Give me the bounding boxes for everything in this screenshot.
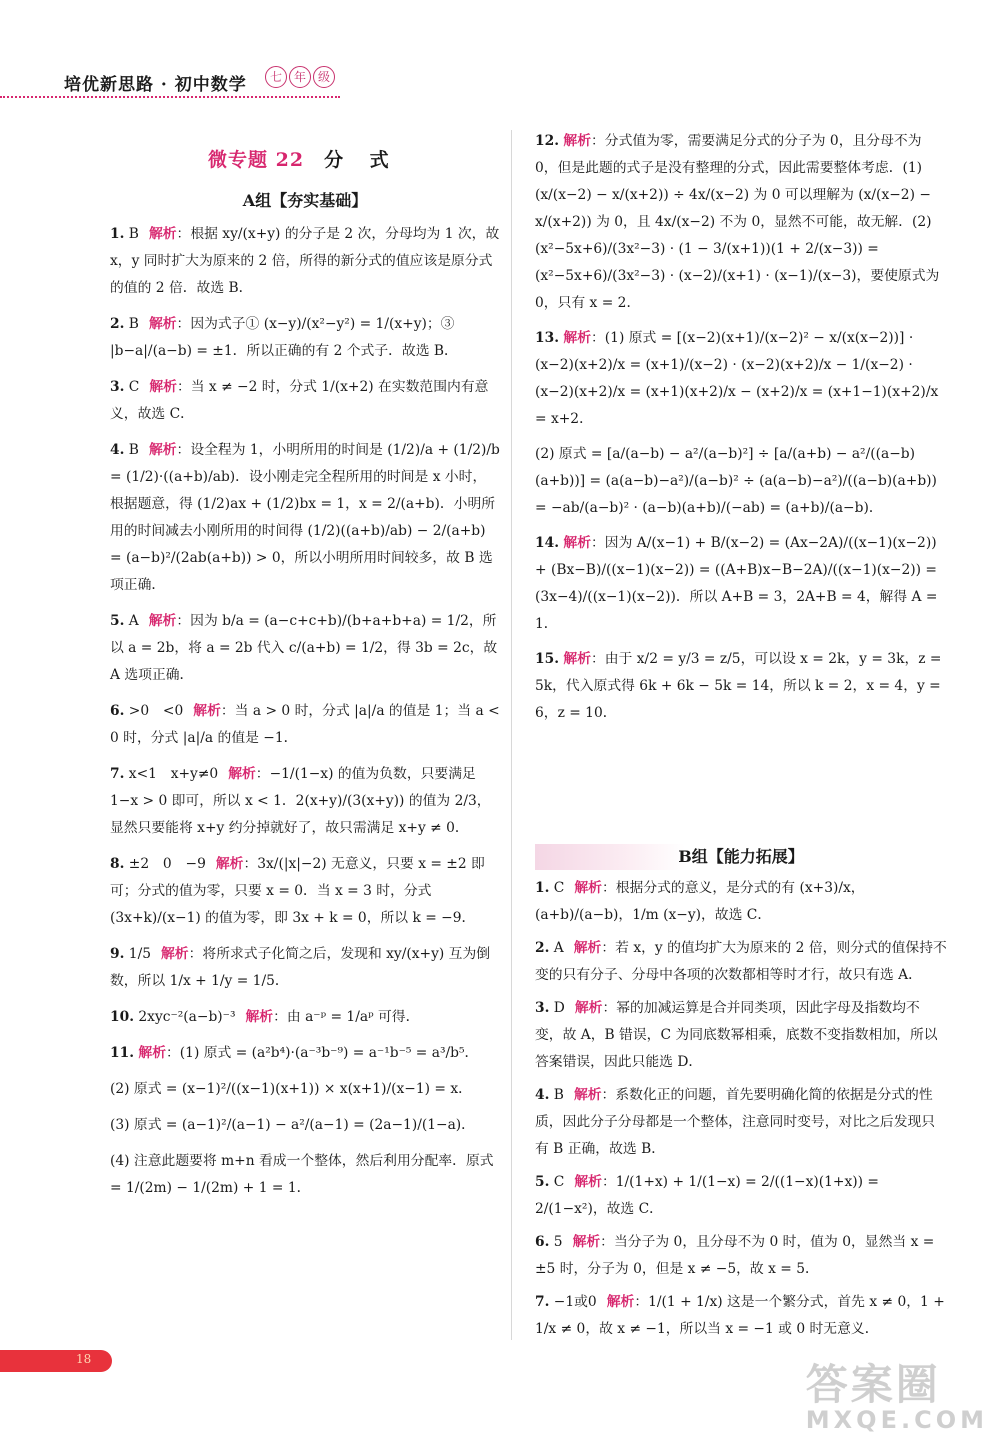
analysis-label: 解析: [148, 226, 177, 242]
answer-item: 3. C 解析：当 x ≠ −2 时，分式 1/(x+2) 在实数范围内有意义，故选 C．: [110, 379, 489, 422]
analysis-label: 解析: [563, 535, 591, 551]
item-number: 10.: [110, 1009, 135, 1025]
item-number: 7.: [535, 1294, 550, 1310]
answer-item: 5. A 解析：因为 b/a = (a−c+c+b)/(b+a+b+a) = 1/2，所以 a = 2b，将 a = 2b 代入 c/(a+b) = 1/2，得 3b = 2c，故 A 选项正确．: [110, 613, 498, 683]
item-answer: 1/5: [128, 946, 152, 962]
analysis-label: 解析: [563, 133, 591, 149]
grade-char: 七: [265, 66, 287, 88]
item-number: 7.: [110, 766, 125, 782]
analysis-text: 当 x ≠ −2 时，分式 1/(x+2) 在实数范围内有意义，故选 C．: [110, 379, 489, 422]
analysis-text: 设全程为 1，小明所用的时间是 (1/2)/a + (1/2)/b = (1/2)·((a+b)/ab)．设小刚走完全程所用的时间是 x 小时，根据题意，得 (1/2)ax + (1/2)bx = 1，x = 2/(a+b)．小明所用的时间减去小刚所用的时间得 (1/2)((a+b)/ab) − 2/(a+b) = (a−b)²/(2ab(a+b)) > 0，所以小明所用时间较多，故 B 选项正确．: [110, 442, 500, 593]
item-number: 2.: [535, 940, 550, 956]
watermark-bottom: MXQE.COM: [805, 1406, 988, 1434]
analysis-label: 解析: [193, 703, 221, 719]
analysis-text: 根据 xy/(x+y) 的分子是 2 次，分母均为 1 次，故 x，y 同时扩大为原来的 2 倍，所得的新分式的值应该是原分式的值的 2 倍．故选 B．: [110, 226, 500, 296]
analysis-label: 解析: [573, 1087, 602, 1103]
analysis-text: (1) 原式 = [(x−2)(x+1)/(x−2)² − x/(x(x−2))] · (x−2)(x+2)/x = (x+1)/(x−2) · (x−2)(x+2)/x − 1/(x−2) · (x−2)(x+2)/x = (x+1)(x+2)/x − (x+2)/x = (x+1−1)(x+2)/x = x+2．: [535, 330, 939, 427]
column-divider: [511, 130, 512, 1340]
item-number: 9.: [110, 946, 125, 962]
item-answer: >0 <0: [128, 703, 184, 719]
item-number: 5.: [535, 1174, 550, 1190]
item-number: 6.: [110, 703, 125, 719]
answer-item: [110, 1148, 500, 1202]
analysis-label: 解析: [563, 330, 591, 346]
analysis-text: 将所求式子化简之后，发现和 xy/(x+y) 互为倒数，所以 1/x + 1/y = 1/5．: [110, 946, 491, 989]
answer-item: 8. ±2 0 −9 解析：3x/(|x|−2) 无意义，只要 x = ±2 即可；分式的值为零，只要 x = 0．当 x = 3 时，分式 (3x+k)/(x−1) 的值为零，即 3x + k = 0，所以 k = −9．: [110, 856, 485, 926]
analysis-text: 系数化正的问题，首先要明确化简的依据是分式的性质，因此分子分母都是一个整体，注意同时变号，对比之后发现只有 B 正确，故选 B．: [535, 1087, 936, 1157]
item-answer: A: [553, 940, 564, 956]
analysis-label: 解析: [574, 1174, 602, 1190]
item-number: 5.: [110, 613, 125, 629]
analysis-label: 解析: [574, 880, 602, 896]
right-column-b: [535, 844, 947, 1349]
watermark-top: 答案圈: [805, 1360, 941, 1409]
analysis-text: 分式值为零，需要满足分式的分子为 0，且分母不为 0，但是此题的式子是没有整理的分式，因此需要整体考虑．(1) (x/(x−2) − x/(x+2)) ÷ 4x/(x−2) 为 0 可以理解为 (x/(x−2) − x/(x+2)) 为 0，且 4x/(x−2) 不为 0，显然不可能，故无解．(2) (x²−5x+6)/(3x²−3) · (1 − 3/(x+1))(1 + 2/(x−3)) = (x²−5x+6)/(3x²−3) · (x−2)/(x+1) · (x−1)/(x−3)，要使原式为 0，只有 x = 2．: [535, 133, 940, 311]
item-answer: C: [553, 880, 565, 896]
answer-item: 12. 解析：分式值为零，需要满足分式的分子为 0，且分母不为 0，但是此题的式子是没有整理的分式，因此需要整体考虑．(1) (x/(x−2) − x/(x+2)) ÷ 4x/(x−2) 为 0 可以理解为 (x/(x−2) − x/(x+2)) 为 0，且 4x/(x−2) 不为 0，显然不可能，故无解．(2) (x²−5x+6)/(3x²−3) · (1 − 3/(x+1))(1 + 2/(x−3)) = (x²−5x+6)/(3x²−3) · (x−2)/(x+1) · (x−1)/(x−3)，要使原式为 0，只有 x = 2．: [535, 133, 940, 311]
item-number: 1.: [110, 226, 125, 242]
analysis-text: 当 a > 0 时，分式 |a|/a 的值是 1；当 a < 0 时，分式 |a|/a 的值是 −1．: [110, 703, 500, 746]
answer-item: 7. −1或0 解析：1/(1 + 1/x) 这是一个繁分式，首先 x ≠ 0，1 + 1/x ≠ 0，故 x ≠ −1，所以当 x = −1 或 0 时无意义．: [535, 1294, 945, 1337]
analysis-text: 因为 b/a = (a−c+c+b)/(b+a+b+a) = 1/2，所以 a = 2b，将 a = 2b 代入 c/(a+b) = 1/2，得 3b = 2c，故 A 选项正确．: [110, 613, 498, 683]
analysis-text: 由 a⁻ᵖ = 1/aᵖ 可得．: [286, 1009, 420, 1025]
item-answer: 2xyc⁻²(a−b)⁻³: [138, 1009, 236, 1025]
item-number: 15.: [535, 651, 560, 667]
header-divider: [0, 96, 340, 98]
analysis-label: 解析: [574, 1000, 603, 1016]
analysis-label: 解析: [148, 613, 177, 629]
analysis-label: 解析: [572, 1234, 601, 1250]
title-name: 分 式: [324, 149, 399, 171]
item-number: 3.: [535, 1000, 550, 1016]
answer-item: [110, 1112, 500, 1139]
analysis-label: 解析: [148, 316, 177, 332]
item-number: 12.: [535, 133, 560, 149]
answer-item: 4. B 解析：设全程为 1，小明所用的时间是 (1/2)/a + (1/2)/b = (1/2)·((a+b)/ab)．设小刚走完全程所用的时间是 x 小时，根据题意，得 (1/2)ax + (1/2)bx = 1，x = 2/(a+b)．小明所用的时间减去小刚所用的时间得 (1/2)((a+b)/ab) − 2/(a+b) = (a−b)²/(2ab(a+b)) > 0，所以小明所用时间较多，故 B 选项正确．: [110, 442, 500, 593]
analysis-text: 因为式子① (x−y)/(x²−y²) = 1/(x+y)；③ |b−a|/(a−b) = ±1．所以正确的有 2 个式子．故选 B．: [110, 316, 458, 359]
page-number: 18: [76, 1352, 92, 1366]
item-answer: ±2 0 −9: [128, 856, 206, 872]
analysis-text: −1/(1−x) 的值为负数，只要满足 1−x > 0 即可，所以 x < 1．2(x+y)/(3(x+y)) 的值为 2/3，显然只要能将 x+y 约分掉就好了，故只需满足 x+y ≠ 0．: [110, 766, 491, 836]
grade-char: 年: [289, 66, 311, 88]
answer-item: 10. 2xyc⁻²(a−b)⁻³ 解析：由 a⁻ᵖ = 1/aᵖ 可得．: [110, 1009, 420, 1025]
page-title: [208, 145, 399, 172]
item-number: 1.: [535, 880, 550, 896]
item-answer: C: [553, 1174, 565, 1190]
analysis-text: 根据分式的意义，是分式的有 (x+3)/x，(a+b)/(a−b)，1/m (x−y)，故选 C．: [535, 880, 865, 923]
analysis-text: (1) 原式 = (a²b⁴)·(a⁻³b⁻⁹) = a⁻¹b⁻⁵ = a³/b⁵．: [179, 1045, 479, 1061]
left-column: [110, 188, 500, 1211]
analysis-label: 解析: [148, 442, 177, 458]
right-item-list-b: [535, 875, 947, 1343]
title-prefix: 微专题 22: [208, 149, 305, 171]
answer-item: [110, 1076, 500, 1103]
item-number: 3.: [110, 379, 125, 395]
answer-item: 15. 解析：由于 x/2 = y/3 = z/5，可以设 x = 2k，y = 3k，z = 5k，代入原式得 6k + 6k − 5k = 14，所以 k = 2，x = 4，y = 6，z = 10．: [535, 651, 942, 721]
item-number: 2.: [110, 316, 125, 332]
analysis-text: 幂的加减运算是合并同类项，因此字母及指数均不变，故 A，B 错误，C 为同底数幂相乘，底数不变指数相加，所以答案错误，因此只能选 D．: [535, 1000, 938, 1070]
analysis-label: 解析: [563, 651, 591, 667]
section-heading-a: A组【夯实基础】: [242, 191, 368, 210]
item-answer: B: [128, 442, 139, 458]
left-item-list: [110, 221, 500, 1202]
answer-item: 9. 1/5 解析：将所求式子化简之后，发现和 xy/(x+y) 互为倒数，所以 1/x + 1/y = 1/5．: [110, 946, 491, 989]
header-brand: 培优新思路 · 初中数学: [64, 75, 247, 95]
answer-item: 13. 解析：(1) 原式 = [(x−2)(x+1)/(x−2)² − x/(x(x−2))] · (x−2)(x+2)/x = (x+1)/(x−2) · (x−2)(x+2)/x − 1/(x−2) · (x−2)(x+2)/x = (x+1)(x+2)/x − (x+2)/x = (x+1−1)(x+2)/x = x+2．: [535, 330, 939, 427]
answer-item: 14. 解析：因为 A/(x−1) + B/(x−2) = (Ax−2A)/((x−1)(x−2)) + (Bx−B)/((x−1)(x−2)) = ((A+B)x−B−2A)/((x−1)(x−2)) = (3x−4)/((x−1)(x−2))．所以 A+B = 3，2A+B = 4，解得 A = 1．: [535, 535, 938, 632]
item-answer: B: [128, 316, 139, 332]
answer-item: 6. 5 解析：当分子为 0，且分母不为 0 时，值为 0，显然当 x = ±5 时，分子为 0，但是 x ≠ −5，故 x = 5．: [535, 1234, 935, 1277]
analysis-label: 解析: [573, 940, 602, 956]
analysis-label: 解析: [138, 1045, 166, 1061]
answer-item: 11. 解析：(1) 原式 = (a²b⁴)·(a⁻³b⁻⁹) = a⁻¹b⁻⁵ = a³/b⁵．: [110, 1045, 479, 1061]
analysis-label: 解析: [245, 1009, 274, 1025]
answer-item: 1. B 解析：根据 xy/(x+y) 的分子是 2 次，分母均为 1 次，故 x，y 同时扩大为原来的 2 倍，所得的新分式的值应该是原分式的值的 2 倍．故选 B．: [110, 226, 500, 296]
analysis-text: 若 x，y 的值均扩大为原来的 2 倍，则分式的值保持不变的只有分子、分母中各项的次数都相等时才行，故只有选 A．: [535, 940, 947, 983]
item-answer: A: [128, 613, 139, 629]
answer-item: [535, 441, 947, 522]
analysis-label: 解析: [149, 379, 177, 395]
item-number: 8.: [110, 856, 125, 872]
item-number: 11.: [110, 1045, 135, 1061]
item-answer: C: [128, 379, 140, 395]
analysis-text: 1/(1+x) + 1/(1−x) = 2/((1−x)(1+x)) = 2/(1−x²)，故选 C．: [535, 1174, 879, 1217]
analysis-text: 由于 x/2 = y/3 = z/5，可以设 x = 2k，y = 3k，z = 5k，代入原式得 6k + 6k − 5k = 14，所以 k = 2，x = 4，y = 6，z = 10．: [535, 651, 942, 721]
grade-char: 级: [313, 66, 335, 88]
item-answer: D: [553, 1000, 565, 1016]
item-number: 4.: [535, 1087, 550, 1103]
analysis-text: 3x/(|x|−2) 无意义，只要 x = ±2 即可；分式的值为零，只要 x = 0．当 x = 3 时，分式 (3x+k)/(x−1) 的值为零，即 3x + k = 0，所以 k = −9．: [110, 856, 485, 926]
analysis-text: 因为 A/(x−1) + B/(x−2) = (Ax−2A)/((x−1)(x−2)) + (Bx−B)/((x−1)(x−2)) = ((A+B)x−B−2A)/((x−1)(x−2)) = (3x−4)/((x−1)(x−2))．所以 A+B = 3，2A+B = 4，解得 A = 1．: [535, 535, 938, 632]
analysis-label: 解析: [606, 1294, 635, 1310]
analysis-label: 解析: [228, 766, 256, 782]
answer-item: 7. x<1 x+y≠0 解析：−1/(1−x) 的值为负数，只要满足 1−x > 0 即可，所以 x < 1．2(x+y)/(3(x+y)) 的值为 2/3，显然只要能将 x+y 约分掉就好了，故只需满足 x+y ≠ 0．: [110, 766, 491, 836]
item-answer: 5: [553, 1234, 563, 1250]
item-answer: B: [553, 1087, 564, 1103]
answer-item: 6. >0 <0 解析：当 a > 0 时，分式 |a|/a 的值是 1；当 a < 0 时，分式 |a|/a 的值是 −1．: [110, 703, 500, 746]
analysis-text: (2) 原式 = [a/(a−b) − a²/(a−b)²] ÷ [a/(a+b) − a²/((a−b)(a+b))] = (a(a−b)−a²)/(a−b)² ÷ (a(a−b)−a²)/((a−b)(a+b)) = −ab/(a−b)² · (a−b)(a+b)/(−ab) = (a+b)/(a−b)．: [535, 446, 937, 516]
analysis-text: 当分子为 0，且分母不为 0 时，值为 0，显然当 x = ±5 时，分子为 0，但是 x ≠ −5，故 x = 5．: [535, 1234, 935, 1277]
page-number-tab: [0, 1350, 112, 1372]
item-number: 4.: [110, 442, 125, 458]
analysis-text: (2) 原式 = (x−1)²/((x−1)(x+1)) × x(x+1)/(x−1) = x．: [110, 1081, 472, 1097]
answer-item: 5. C 解析：1/(1+x) + 1/(1−x) = 2/((1−x)(1+x)) = 2/(1−x²)，故选 C．: [535, 1174, 879, 1217]
grade-badge: [265, 66, 335, 90]
item-answer: x<1 x+y≠0: [128, 766, 219, 782]
right-item-list-a: [535, 128, 947, 727]
answer-item: 1. C 解析：根据分式的意义，是分式的有 (x+3)/x，(a+b)/(a−b)，1/m (x−y)，故选 C．: [535, 880, 865, 923]
right-column: [535, 128, 947, 735]
answer-item: 2. A 解析：若 x，y 的值均扩大为原来的 2 倍，则分式的值保持不变的只有分子、分母中各项的次数都相等时才行，故只有选 A．: [535, 940, 947, 983]
analysis-text: (3) 原式 = (a−1)²/(a−1) − a²/(a−1) = (2a−1)/(1−a)．: [110, 1117, 475, 1133]
analysis-text: (4) 注意此题要将 m+n 看成一个整体，然后利用分配率．原式 = 1/(2m) − 1/(2m) + 1 = 1．: [110, 1153, 494, 1196]
item-answer: −1或0: [553, 1294, 597, 1310]
answer-item: 4. B 解析：系数化正的问题，首先要明确化简的依据是分式的性质，因此分子分母都是一个整体，注意同时变号，对比之后发现只有 B 正确，故选 B．: [535, 1087, 936, 1157]
section-heading-b: B组【能力拓展】: [678, 847, 804, 866]
watermark: [806, 1352, 988, 1434]
item-number: 14.: [535, 535, 560, 551]
analysis-label: 解析: [161, 946, 189, 962]
analysis-label: 解析: [215, 856, 244, 872]
item-answer: B: [128, 226, 139, 242]
item-number: 6.: [535, 1234, 550, 1250]
answer-item: 2. B 解析：因为式子① (x−y)/(x²−y²) = 1/(x+y)；③ |b−a|/(a−b) = ±1．所以正确的有 2 个式子．故选 B．: [110, 316, 458, 359]
answer-item: 3. D 解析：幂的加减运算是合并同类项，因此字母及指数均不变，故 A，B 错误，C 为同底数幂相乘，底数不变指数相加，所以答案错误，因此只能选 D．: [535, 1000, 938, 1070]
analysis-text: 1/(1 + 1/x) 这是一个繁分式，首先 x ≠ 0，1 + 1/x ≠ 0，故 x ≠ −1，所以当 x = −1 或 0 时无意义．: [535, 1294, 945, 1337]
item-number: 13.: [535, 330, 560, 346]
